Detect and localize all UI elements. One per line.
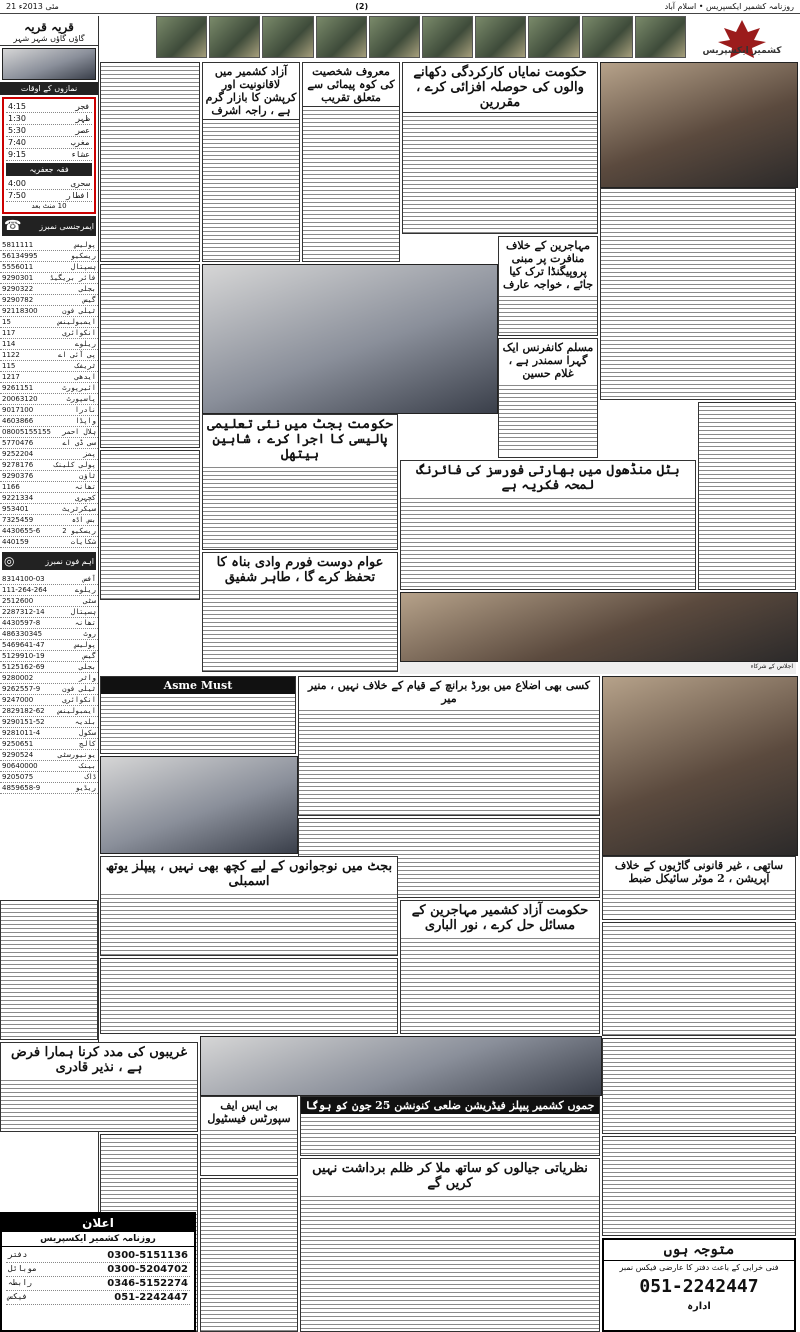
- article-right-2: [698, 402, 796, 590]
- phone-label: بجلی: [79, 285, 96, 293]
- phone-row: [6, 1263, 190, 1277]
- phone-row: [0, 482, 98, 493]
- phone-label: نادرا: [74, 406, 96, 414]
- prayer-times-box: [2, 97, 96, 214]
- phone-row: [0, 662, 98, 673]
- phone-row: [0, 251, 98, 262]
- article-right-1: [600, 188, 796, 400]
- phone-label: انکوائری: [62, 329, 96, 337]
- phone-row: [0, 460, 98, 471]
- phone-label: ریسکیو 2: [62, 527, 96, 535]
- prayer-row: 7:40 مغرب: [8, 138, 90, 147]
- phone-row: [0, 394, 98, 405]
- headline: نظریاتی جیالوں کو ساتھ ملا کر ظلم برداشت نہیں کریں گے: [312, 1161, 588, 1191]
- article-h7: [400, 460, 696, 590]
- phone-row: [0, 493, 98, 504]
- phone-label: کالج: [79, 740, 96, 748]
- phone-label: پولیس: [74, 241, 96, 249]
- article-h9: [298, 676, 600, 816]
- headline: حکومت بجٹ میں نئی تعلیمی پالیسی کا اجرا کرے ، شاہین ہیتھل: [207, 417, 393, 462]
- phone-number: 08005155155: [2, 428, 51, 436]
- phone-number: 9221334: [2, 494, 34, 502]
- article-h12: [100, 856, 398, 956]
- article-h13: [0, 1042, 198, 1132]
- phone-number: 9290301: [2, 274, 34, 282]
- header-left-text: روزنامہ کشمیر ایکسپریس • اسلام آباد: [664, 2, 794, 11]
- phone-number: 051-2242447: [114, 1292, 188, 1303]
- phone-label: واٹر: [79, 674, 96, 682]
- strip-photo: [475, 16, 526, 58]
- phone-label: ہسپتال: [70, 608, 96, 616]
- article-right-5: [602, 1136, 796, 1236]
- article-raja-ashraf: [202, 62, 300, 262]
- phone-label: پولی کلینک: [53, 461, 96, 469]
- phone-label: آفس: [83, 575, 96, 583]
- article-h11: [400, 900, 600, 1034]
- phone-number: 9205075: [2, 773, 34, 781]
- phone-row: [0, 783, 98, 794]
- phone-row: [0, 471, 98, 482]
- phone-label: رابطہ: [8, 1278, 32, 1287]
- phone-label: سٹی: [83, 597, 96, 605]
- phone-row: [0, 640, 98, 651]
- phone-label: بجلی: [79, 663, 96, 671]
- prayer-row: 4:15 فجر: [8, 102, 90, 111]
- phone-row: [0, 416, 98, 427]
- article-h4: [498, 236, 598, 336]
- phone-label: روٹ: [83, 630, 96, 638]
- phone-number: 5556011: [2, 263, 34, 271]
- headline: عوام دوست فورم وادی بناہ کا تحفظ کرے گا ، طاہر شفیق: [216, 555, 384, 585]
- phone-label: ایمبولینس: [58, 318, 96, 326]
- photo-officials: [600, 62, 798, 188]
- phone-row: [0, 537, 98, 548]
- headline: ساتھی ، غیر قانونی گاڑیوں کے خلاف آپریشن ، 2 موٹر سائیکل ضبط: [614, 859, 784, 885]
- phone-label: ریڈیو: [75, 784, 96, 792]
- phone-row: [0, 295, 98, 306]
- phone-row: [0, 405, 98, 416]
- logo-text: کشمیر ایکسپریس: [702, 46, 782, 56]
- phone-label: ٹیلی فون: [62, 685, 96, 693]
- phone-row: [0, 607, 98, 618]
- article-left-2: [100, 264, 200, 448]
- header-date: 21 مئی 2013ء: [6, 2, 59, 11]
- phones2-title: اہم فون نمبرز: [45, 556, 94, 566]
- phone-number: 117: [2, 329, 16, 337]
- phone-number: 9278176: [2, 461, 34, 469]
- phone-row: [0, 717, 98, 728]
- fiqh-row: 7:50 افطار: [8, 191, 90, 200]
- article-h10: [100, 676, 296, 754]
- important-phone-list: [0, 574, 98, 794]
- phone-label: دفتر: [8, 1250, 28, 1259]
- headline: کسی بھی اضلاع میں بورڈ برانچ کے قیام کے خلاف نہیں ، منیر میر: [307, 679, 591, 705]
- phone-label: گیس: [83, 652, 96, 660]
- phones2-header: [2, 552, 96, 570]
- article-left-4: [0, 900, 98, 1040]
- phone-row: [0, 585, 98, 596]
- phone-number: 9290782: [2, 296, 34, 304]
- phone-number: 9290151-52: [2, 718, 45, 726]
- phone-number: 4430597-8: [2, 619, 41, 627]
- phone-label: کچہری: [75, 494, 96, 502]
- phone-number: 2512600: [2, 597, 34, 605]
- left-sidebar-column: [0, 16, 99, 1332]
- phone-number: 1217: [2, 373, 20, 381]
- phone-label: واپڈا: [75, 417, 96, 425]
- photo-three-men: [100, 756, 298, 854]
- phone-row: [0, 262, 98, 273]
- phone-label: گیس: [83, 296, 96, 304]
- page-header-strip: [0, 0, 800, 14]
- article-h1: [402, 62, 598, 234]
- phone-label: ایمبولینس: [58, 707, 96, 715]
- phone-label: پمز: [83, 450, 96, 458]
- phone-label: ٹیلی فون: [62, 307, 96, 315]
- phone-number: 115: [2, 362, 16, 370]
- phone-row: [0, 684, 98, 695]
- phone-label: فیکس: [8, 1292, 28, 1301]
- photo-group-meeting: [400, 592, 798, 662]
- phone-number: 9290322: [2, 285, 34, 293]
- strip-photo: [316, 16, 367, 58]
- phone-number: 5129910-19: [2, 652, 45, 660]
- phone-number: 90640000: [2, 762, 38, 770]
- phone-number: 0346-5152274: [107, 1278, 188, 1289]
- phone-number: 20063120: [2, 395, 38, 403]
- phone-number: 953401: [2, 505, 29, 513]
- article-right-3: [602, 922, 796, 1036]
- phone-number: 4859658-9: [2, 784, 41, 792]
- phone-row: [0, 273, 98, 284]
- prayer-row: 9:15 عشاء: [8, 150, 90, 159]
- phone-number: 5125162-69: [2, 663, 45, 671]
- phone-row: [0, 673, 98, 684]
- strip-photo: [528, 16, 579, 58]
- section-title: قریہ قریہ: [24, 20, 74, 34]
- phone-number: 9247000: [2, 696, 34, 704]
- fiqh-note: 10 منٹ بعد: [31, 202, 67, 210]
- phone-number: 5469641-47: [2, 641, 45, 649]
- strip-photo: [262, 16, 313, 58]
- headline: Asme Must: [101, 677, 295, 694]
- phone-row: [0, 761, 98, 772]
- photo-strip: [156, 16, 686, 58]
- phone-row: [0, 284, 98, 295]
- phone-number: 5770476: [2, 439, 34, 447]
- phone-number: 9290524: [2, 751, 34, 759]
- announcement-title: اعلان: [2, 1214, 194, 1232]
- phone-row: [0, 339, 98, 350]
- phone-label: ہلال احمر: [62, 428, 96, 436]
- phone-label: فائر بریگیڈ: [50, 274, 96, 282]
- phone-row: [0, 449, 98, 460]
- phone-number: 7325459: [2, 516, 34, 524]
- headline: غریبوں کی مدد کرنا ہمارا فرض ہے ، نذیر قادری: [10, 1045, 188, 1075]
- phone-label: ائیرپورٹ: [62, 384, 96, 392]
- strip-photo: [209, 16, 260, 58]
- fiqh-title: فقہ جعفریہ: [6, 163, 92, 176]
- phone-label: انکوائری: [62, 696, 96, 704]
- article-h17: [200, 1096, 298, 1176]
- phone-label: بس اڈہ: [71, 516, 96, 524]
- notice-footer: ادارہ: [687, 1301, 711, 1312]
- prayer-row: 1:30 ظہر: [8, 114, 90, 123]
- phone-label: پی آئی اے: [58, 351, 96, 359]
- phone-row: [0, 629, 98, 640]
- phone-row: [0, 504, 98, 515]
- phone-number: 0300-5204702: [107, 1264, 188, 1275]
- phone-number: 56134995: [2, 252, 38, 260]
- article-h8: [202, 552, 398, 672]
- notice-number: 051-2242447: [639, 1276, 759, 1297]
- emergency-title: ایمرجنسی نمبرز: [39, 221, 94, 231]
- photo-women-meeting: [202, 264, 498, 414]
- globe-icon: ◎: [4, 554, 15, 568]
- phone-number: 2287312-14: [2, 608, 45, 616]
- phone-row: [0, 372, 98, 383]
- notice-ad: [602, 1238, 796, 1332]
- phone-row: [0, 515, 98, 526]
- phone-number: 9017100: [2, 406, 34, 414]
- phone-label: ریسکیو: [70, 252, 96, 260]
- phone-row: [0, 328, 98, 339]
- phone-label: ہسپتال: [70, 263, 96, 271]
- notice-title: متوجہ ہوں: [604, 1240, 794, 1261]
- phone-label: سی ڈی اے: [62, 439, 96, 447]
- prayer-times-title: نمازوں کے اوقات: [0, 82, 98, 95]
- phone-number: 0300-5151136: [107, 1250, 188, 1261]
- prayer-row: 5:30 عصر: [8, 126, 90, 135]
- emergency-phone-list: [0, 240, 98, 548]
- phone-number: 9262557-9: [2, 685, 41, 693]
- strip-photo: [422, 16, 473, 58]
- emergency-header: [2, 216, 96, 236]
- phone-label: بلدیہ: [75, 718, 96, 726]
- photo-caption: اجلاس کے شرکاء: [400, 662, 796, 674]
- phone-number: 2829182-62: [2, 707, 45, 715]
- strip-photo: [582, 16, 633, 58]
- phone-number: 111-264-264: [2, 586, 48, 594]
- section-subtitle: گاؤں گاؤں شہر شہر: [0, 34, 98, 46]
- phone-number: 4430655-6: [2, 527, 41, 535]
- headline: حکومت نمایاں کارکردگی دکھانے والوں کی حوصلہ افزائی کرے ، مقررین: [403, 63, 597, 113]
- strip-photo: [369, 16, 420, 58]
- phone-label: ٹاؤن: [79, 472, 96, 480]
- phone-label: سکول: [79, 729, 96, 737]
- phone-label: ایدھی: [74, 373, 96, 381]
- phone-label: یونیورسٹی: [58, 751, 96, 759]
- phone-row: [0, 306, 98, 317]
- phone-row: [0, 438, 98, 449]
- headline: بجٹ میں نوجوانوں کے لیے کچھ بھی نہیں ، پیپلز یوتھ اسمبلی: [105, 859, 393, 889]
- photo-gathering: [200, 1036, 602, 1096]
- headline: حکومت آزاد کشمیر مہاجرین کے مسائل حل کرے ، نور الباری: [411, 903, 589, 933]
- telephone-icon: ☎: [4, 218, 22, 234]
- notice-line: فنی خرابی کے باعث دفتر کا عارضی فیکس نمبر: [619, 1263, 779, 1272]
- fiqh-row: 4:00 سحری: [8, 179, 90, 188]
- phone-row: [0, 728, 98, 739]
- phone-number: 486330345: [2, 630, 43, 638]
- phone-number: 4603866: [2, 417, 34, 425]
- phone-number: 114: [2, 340, 16, 348]
- phone-row: [6, 1277, 190, 1291]
- phone-row: [0, 240, 98, 251]
- phone-row: [0, 706, 98, 717]
- headline: معروف شخصیت کی کوہ پیمائی سے متعلق تقریب: [303, 63, 399, 107]
- phone-row: [0, 772, 98, 783]
- phone-row: [0, 317, 98, 328]
- article-h15: [300, 1158, 600, 1332]
- phone-number: 15: [2, 318, 11, 326]
- announcement-phone-list: [2, 1247, 194, 1307]
- article-h2: [302, 62, 400, 262]
- phone-row: [0, 596, 98, 607]
- page-number: (2): [355, 2, 369, 11]
- headline: آزاد کشمیر میں لاقانونیت اور کرپشن کا بازار گرم ہے ، راجہ اشرف: [203, 63, 299, 120]
- phone-number: 8314100-03: [2, 575, 45, 583]
- phone-number: 92118300: [2, 307, 38, 315]
- headline: مہاجرین کے خلاف منافرت پر مبنی پروپیگنڈا ترک کیا جائے ، خواجہ عارف: [502, 239, 594, 291]
- phone-row: [0, 750, 98, 761]
- phone-number: 5811111: [2, 241, 34, 249]
- phone-label: سیکرٹریٹ: [62, 505, 96, 513]
- phone-label: پاسپورٹ: [66, 395, 96, 403]
- headline: بٹل منڈھول میں بھارتی فورسز کی فائرنگ لمحہ فکریہ ہے: [416, 463, 680, 493]
- phone-label: ڈاک: [84, 773, 96, 781]
- phone-row: [0, 695, 98, 706]
- strip-photo: [156, 16, 207, 58]
- phone-number: 9290376: [2, 472, 34, 480]
- headline: مسلم کانفرنس ایک گہرا سمندر ہے ، غلام حسین: [502, 341, 594, 380]
- phone-row: [0, 574, 98, 585]
- strip-photo: [635, 16, 686, 58]
- phone-label: موبائل: [8, 1264, 37, 1273]
- phone-label: شکایات: [70, 538, 96, 546]
- phone-label: تھانہ: [75, 483, 96, 491]
- article-mid-low: [200, 1178, 298, 1332]
- phone-number: 9252204: [2, 450, 34, 458]
- phone-row: [0, 383, 98, 394]
- phone-row: [0, 526, 98, 537]
- article-left-3: [100, 450, 200, 600]
- article-left-5: [100, 958, 398, 1034]
- announcement-ad: [0, 1212, 196, 1332]
- phone-label: بینک: [79, 762, 96, 770]
- phone-row: [0, 361, 98, 372]
- phone-row: [0, 427, 98, 438]
- phone-row: [0, 739, 98, 750]
- article-right-4: [602, 1038, 796, 1134]
- article-h16: [300, 1096, 600, 1156]
- phone-number: 9280002: [2, 674, 34, 682]
- article-h14: [602, 856, 796, 920]
- headline: بی ایس ایف سپورٹس فیسٹیول: [207, 1099, 291, 1125]
- mosque-illustration: [2, 48, 96, 80]
- photo-men-seated: [602, 676, 798, 856]
- phone-row: [0, 618, 98, 629]
- phone-label: ٹریفک: [74, 362, 96, 370]
- phone-number: 9250651: [2, 740, 34, 748]
- phone-row: [6, 1249, 190, 1263]
- phone-row: [6, 1291, 190, 1305]
- phone-row: [0, 651, 98, 662]
- newspaper-logo: [688, 16, 796, 62]
- phone-label: تھانہ: [75, 619, 96, 627]
- phone-number: 9261151: [2, 384, 34, 392]
- phone-label: ریلوے: [75, 340, 96, 348]
- phone-number: 440159: [2, 538, 29, 546]
- phone-label: پولیس: [74, 641, 96, 649]
- phone-label: ریلوے: [75, 586, 96, 594]
- phone-row: [0, 350, 98, 361]
- phone-number: 1122: [2, 351, 20, 359]
- article-top-1: [100, 62, 200, 262]
- article-h5: [498, 338, 598, 458]
- phone-number: 1166: [2, 483, 20, 491]
- article-h6: [202, 414, 398, 550]
- phone-number: 9281011-4: [2, 729, 41, 737]
- announcement-subtitle: روزنامہ کشمیر ایکسپریس: [2, 1232, 194, 1247]
- headline: جموں کشمیر پیپلز فیڈریشن ضلعی کنونشن 25 جون کو ہوگا: [301, 1097, 599, 1114]
